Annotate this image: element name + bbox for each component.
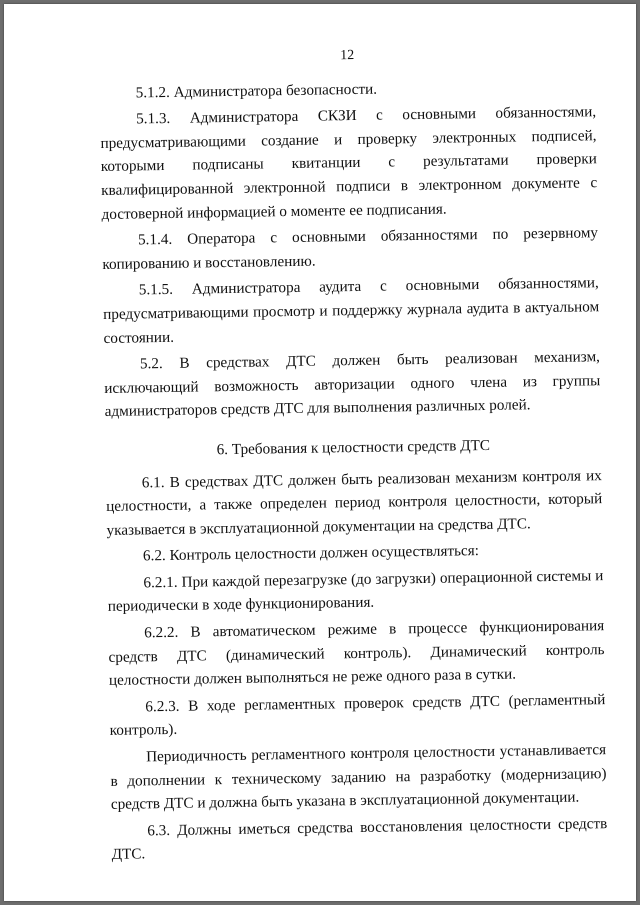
paragraph-5-1-4: 5.1.4. Оператора с основными обязанностями по резервному копированию и восстановлению. <box>102 224 599 273</box>
paragraph-6-2-2: 6.2.2. В автоматическом режиме в процессе функционирования средств ДТС (динамический контроль). Динамический контроль целостности должен выполняться не реже одного раза в сутки. <box>108 617 605 690</box>
paragraph-5-2: 5.2. В средствах ДТС должен быть реализован механизм, исключающий возможность авторизации одного члена из группы администраторов средств ДТС для выполнения различных ролей. <box>104 348 601 421</box>
paragraph-6-1: 6.1. В средствах ДТС должен быть реализован механизм контроля их целостности, а также определен период контроля целостности, который указывается в эксплуатационной документации на средства ДТС. <box>106 466 603 539</box>
paragraph-periodicity: Периодичность регламентного контроля целостности устанавливается в дополнении к техническому заданию на разработку (модернизацию) средств ДТС и должна быть указана в эксплуатационной документации. <box>110 741 607 814</box>
page-content <box>99 40 608 870</box>
paragraph-6-2: 6.2. Контроль целостности должен осуществляться: <box>142 542 480 565</box>
paragraph-5-1-2: 5.1.2. Администратора безопасности. <box>135 80 378 102</box>
paragraph-5-1-3: 5.1.3. Администратора СКЗИ с основными обязанностями, предусматривающими создание и проверку электронных подписей, которыми подписаны квитанции с результатами проверки квалифицированной электронной подписи в электронном документе с достоверной информацией о моменте ее подписания. <box>100 103 598 223</box>
paragraph-5-1-5: 5.1.5. Администратора аудита с основными обязанностями, предусматривающими просмотр и поддержку журнала аудита в актуальном состоянии. <box>103 274 600 347</box>
page-number: 12 <box>340 47 355 64</box>
document-page <box>4 4 636 901</box>
paragraph-6-3: 6.3. Должны иметься средства восстановления целостности средств ДТС. <box>111 814 608 864</box>
paragraph-6-2-1: 6.2.1. При каждой перезагрузке (до загрузки) операционной системы и периодически в ходе функционирования. <box>107 567 604 616</box>
paragraph-6-2-3: 6.2.3. В ходе регламентных проверок средств ДТС (регламентный контроль). <box>109 690 606 740</box>
section-6-heading: 6. Требования к целостности средств ДТС <box>216 436 491 459</box>
